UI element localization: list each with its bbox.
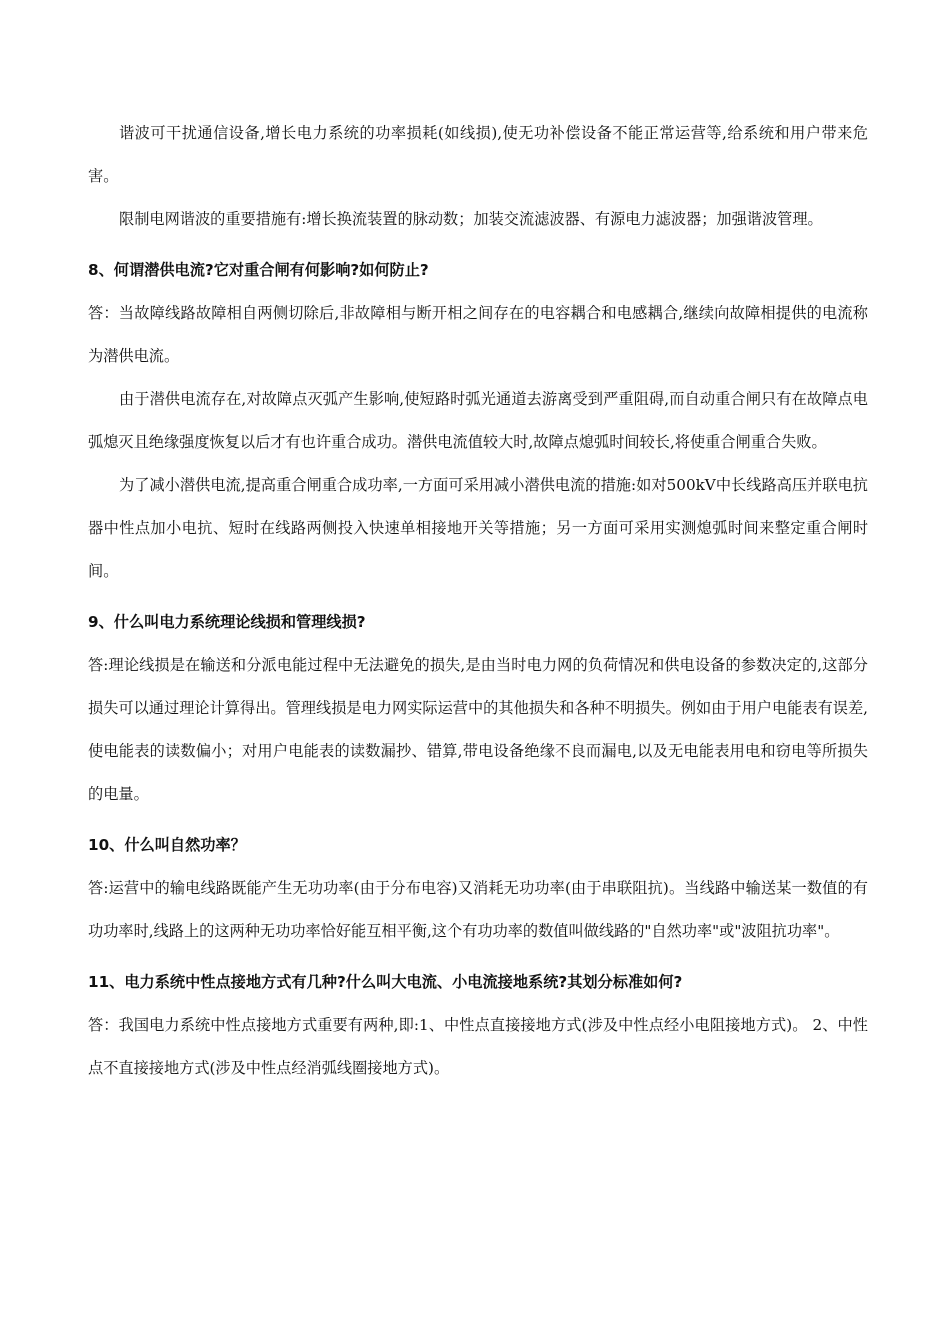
question-11-answer: 答：我国电力系统中性点接地方式重要有两种,即:1、中性点直接接地方式(涉及中性点经小电阻接地方式)。 2、中性点不直接接地方式(涉及中性点经消弧线圈接地方式)。 bbox=[88, 1016, 868, 1077]
question-8-answer: 答：当故障线路故障相自两侧切除后,非故障相与断开相之间存在的电容耦合和电感耦合,继续向故障相提供的电流称为潜供电流。 bbox=[88, 304, 868, 365]
question-10-answer: 答:运营中的输电线路既能产生无功功率(由于分布电容)又消耗无功功率(由于串联阻抗)。当线路中输送某一数值的有功功率时,线路上的这两种无功功率恰好能互相平衡,这个有功功率的数值叫做线路的"自然功率"或"波阻抗功率"。 bbox=[88, 879, 868, 940]
document-page bbox=[88, 112, 868, 1090]
question-8-heading: 8、何谓潜供电流?它对重合闸有何影响?如何防止? bbox=[88, 261, 429, 279]
question-8-paragraph-3: 为了减小潜供电流,提高重合闸重合成功率,一方面可采用减小潜供电流的措施:如对500kV中长线路高压并联电抗器中性点加小电抗、短时在线路两侧投入快速单相接地开关等措施；另一方面可采用实测熄弧时间来整定重合闸时间。 bbox=[88, 476, 868, 580]
paragraph-harmonic-measures: 限制电网谐波的重要措施有:增长换流装置的脉动数；加装交流滤波器、有源电力滤波器；加强谐波管理。 bbox=[119, 210, 823, 228]
question-9-answer: 答:理论线损是在输送和分派电能过程中无法避免的损失,是由当时电力网的负荷情况和供电设备的参数决定的,这部分损失可以通过理论计算得出。管理线损是电力网实际运营中的其他损失和各种不明损失。例如由于用户电能表有误差,使电能表的读数偏小；对用户电能表的读数漏抄、错算,带电设备绝缘不良而漏电,以及无电能表用电和窃电等所损失的电量。 bbox=[88, 656, 868, 803]
question-11-heading: 11、电力系统中性点接地方式有几种?什么叫大电流、小电流接地系统?其划分标准如何? bbox=[88, 973, 683, 991]
paragraph-harmonic-harm: 谐波可干扰通信设备,增长电力系统的功率损耗(如线损),使无功补偿设备不能正常运营等,给系统和用户带来危害。 bbox=[88, 124, 868, 185]
question-9-heading: 9、什么叫电力系统理论线损和管理线损? bbox=[88, 613, 366, 631]
question-8-paragraph-2: 由于潜供电流存在,对故障点灭弧产生影响,使短路时弧光通道去游离受到严重阻碍,而自动重合闸只有在故障点电弧熄灭且绝缘强度恢复以后才有也许重合成功。潜供电流值较大时,故障点熄弧时间较长,将使重合闸重合失败。 bbox=[88, 390, 868, 451]
question-10-heading: 10、什么叫自然功率？ bbox=[88, 836, 246, 854]
